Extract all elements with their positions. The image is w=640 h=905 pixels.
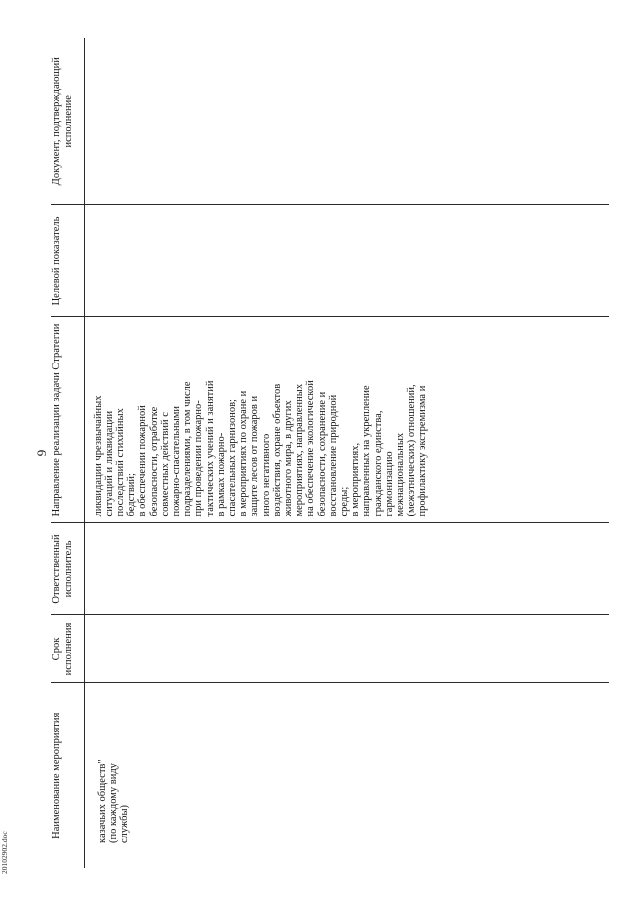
text-line: (межэтнических) отношений, [406, 384, 418, 517]
text-line: гармонизацию [383, 451, 395, 517]
cell-document [84, 38, 609, 205]
text-line: межнациональных [394, 432, 406, 517]
text-line: подразделениями, в том числе [182, 381, 194, 517]
text-line: мероприятиях, направленных [294, 383, 306, 517]
text-line: безопасности, сохранение и [316, 391, 328, 517]
rotated-table-area [34, 38, 597, 868]
header-responsible: Ответственный исполнитель [51, 523, 84, 615]
text-line: гражданского единства, [372, 410, 384, 517]
table-header-row [51, 38, 84, 868]
text-line: восстановление природной [327, 394, 339, 517]
text-line: ситуаций и ликвидации [103, 410, 115, 517]
measures-table [51, 38, 609, 868]
header-term: Срок исполнения [51, 615, 84, 683]
text-line: при проведении пожарно- [193, 400, 205, 517]
text-line: животного мира, в других [282, 400, 294, 517]
text-line: в рамках пожарно- [215, 432, 227, 517]
text-line: последствий стихийных [114, 408, 126, 517]
text-line: бедствий; [126, 473, 138, 517]
text-line: службы) [118, 804, 130, 843]
text-line: казачьих обществ" [96, 759, 108, 843]
text-line: в обеспечении пожарной [137, 405, 149, 517]
text-line: совместных действий с [159, 412, 171, 517]
header-document: Документ, подтверждающий исполнение [51, 38, 84, 205]
header-measure-name: Наименование мероприятия [51, 683, 84, 868]
text-line: пожарно-спасательными [170, 406, 182, 517]
text-line: воздействия, охране объектов [271, 383, 283, 517]
text-line: направленных на укрепление [361, 385, 373, 517]
cell-target [84, 205, 609, 317]
text-line: в мероприятиях по охране и [238, 390, 250, 517]
text-line: среды; [338, 486, 350, 517]
text-line: защите лесов от пожаров и [249, 395, 261, 517]
page-number: 9 [34, 449, 49, 457]
cell-term [84, 615, 609, 683]
text-line: безопасности, отработке [148, 406, 160, 517]
cell-measure-name [84, 683, 609, 868]
cell-direction [84, 317, 609, 523]
footer-filename: 20102902.doc [0, 831, 9, 874]
text-line: (по каждому виду [107, 763, 119, 843]
header-direction: Направление реализации задачи Стратегии [51, 317, 84, 523]
text-line: спасательных гарнизонов; [226, 399, 238, 517]
table-row [84, 38, 609, 868]
text-line: на обеспечение экологической [305, 380, 317, 517]
text-line: в мероприятиях, [350, 442, 362, 517]
header-target: Целевой показатель [51, 205, 84, 317]
text-line: тактических учений и занятий [204, 380, 216, 517]
text-line: иного негативного [260, 433, 272, 517]
text-line: профилактику экстремизма и [417, 385, 429, 517]
cell-responsible [84, 523, 609, 615]
text-line: ликвидации чрезвычайных [92, 395, 104, 517]
